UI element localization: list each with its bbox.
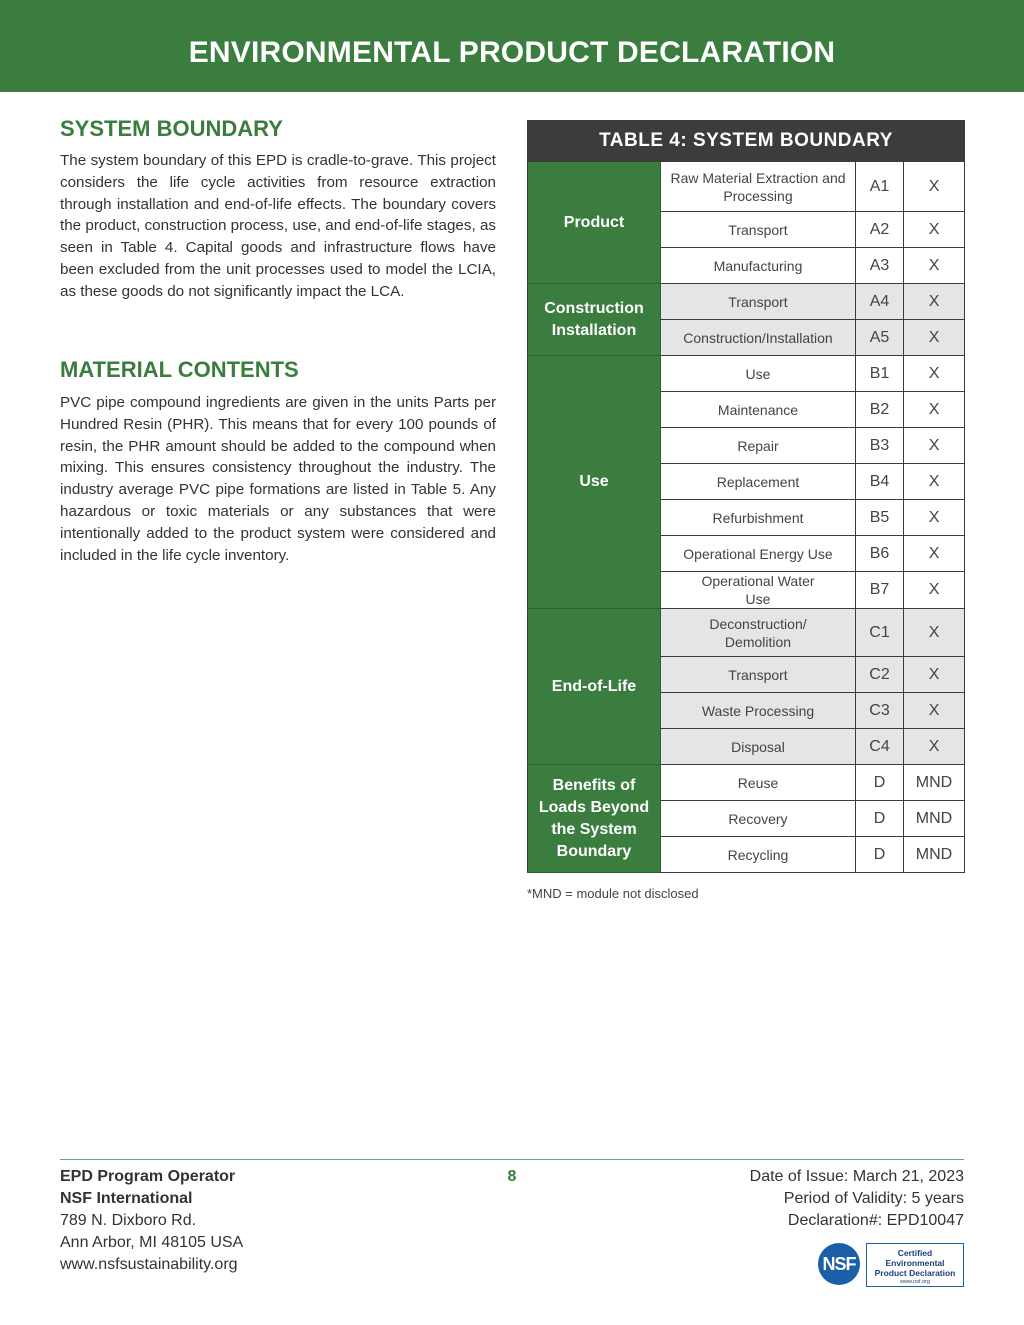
- header-banner: [0, 0, 1024, 92]
- included-a5: X: [904, 320, 965, 356]
- included-b1: X: [904, 356, 965, 392]
- included-a1: X: [904, 162, 965, 212]
- module-a1: Raw Material Extraction and Processing: [661, 162, 856, 212]
- module-a3: Manufacturing: [661, 248, 856, 284]
- date-of-issue: Date of Issue: March 21, 2023: [749, 1168, 964, 1185]
- code-a5: A5: [856, 320, 904, 356]
- included-b2: X: [904, 392, 965, 428]
- code-a2: A2: [856, 212, 904, 248]
- module-d-recycling: Recycling: [661, 837, 856, 873]
- code-c4: C4: [856, 729, 904, 765]
- certified-epd-badge: [866, 1243, 964, 1287]
- stage-end-of-life: End-of-Life: [528, 609, 661, 765]
- cert-line-3: Product Declaration: [874, 1268, 956, 1278]
- code-b7: B7: [856, 572, 904, 609]
- module-b5: Refurbishment: [661, 500, 856, 536]
- included-a4: X: [904, 284, 965, 320]
- stage-construction: Construction Installation: [528, 284, 661, 356]
- system-boundary-heading: SYSTEM BOUNDARY: [60, 116, 283, 141]
- module-a4: Transport: [661, 284, 856, 320]
- included-c3: X: [904, 693, 965, 729]
- module-c3: Waste Processing: [661, 693, 856, 729]
- code-c3: C3: [856, 693, 904, 729]
- stage-product: Product: [528, 162, 661, 284]
- module-d-reuse: Reuse: [661, 765, 856, 801]
- code-a3: A3: [856, 248, 904, 284]
- module-a2: Transport: [661, 212, 856, 248]
- included-d-reuse: MND: [904, 765, 965, 801]
- code-b4: B4: [856, 464, 904, 500]
- module-b1: Use: [661, 356, 856, 392]
- footer-operator-block: [60, 1166, 243, 1276]
- system-boundary-text: The system boundary of this EPD is cradle-to-grave. This project considers the life cycle activities from resource extraction through installation and end-of-life effects. The boundary covers the product, construction process, use, and end-of-life stages, as seen in Table 4. Capital goods and infrastructure flows have been excluded from the unit processes used to model the LCIA, as these goods do not significantly impact the LCA.: [60, 152, 496, 300]
- footer-declaration-block: [750, 1166, 964, 1232]
- module-c2: Transport: [661, 657, 856, 693]
- module-c1: Deconstruction/ Demolition: [661, 609, 856, 657]
- included-b3: X: [904, 428, 965, 464]
- module-b2: Maintenance: [661, 392, 856, 428]
- material-contents-heading: MATERIAL CONTENTS: [60, 357, 299, 382]
- included-b7: X: [904, 572, 965, 609]
- included-b4: X: [904, 464, 965, 500]
- included-b5: X: [904, 500, 965, 536]
- table-footnote: *MND = module not disclosed: [527, 886, 699, 901]
- table-caption: TABLE 4: SYSTEM BOUNDARY: [528, 121, 965, 162]
- code-c1: C1: [856, 609, 904, 657]
- address-line-2: Ann Arbor, MI 48105 USA: [60, 1234, 244, 1251]
- included-c2: X: [904, 657, 965, 693]
- included-a2: X: [904, 212, 965, 248]
- cert-url: www.nsf.org: [900, 1279, 930, 1285]
- operator-label: EPD Program Operator: [60, 1168, 236, 1185]
- code-a1: A1: [856, 162, 904, 212]
- code-b5: B5: [856, 500, 904, 536]
- module-b4: Replacement: [661, 464, 856, 500]
- code-d-recycling: D: [856, 837, 904, 873]
- code-d-recovery: D: [856, 801, 904, 837]
- page-title: ENVIRONMENTAL PRODUCT DECLARATION: [188, 36, 836, 69]
- module-c4: Disposal: [661, 729, 856, 765]
- page-number: 8: [507, 1168, 517, 1185]
- cert-line-2: Environmental: [885, 1258, 945, 1268]
- material-contents-text: PVC pipe compound ingredients are given in the units Parts per Hundred Resin (PHR). This means that for every 100 pounds of resin, the PHR amount should be added to the compound when mixing. This ensures consistency throughout the industry. The industry average PVC pipe formations are listed in Table 5. Any hazardous or toxic materials or any substances that were intentionally added to the product system were considered and included in the life cycle inventory.: [60, 394, 496, 564]
- module-b7: Operational Water Use: [661, 572, 856, 609]
- system-boundary-table: [527, 120, 965, 873]
- footer-divider: [60, 1159, 964, 1160]
- code-d-reuse: D: [856, 765, 904, 801]
- stage-benefits: Benefits of Loads Beyond the System Boundary: [528, 765, 661, 873]
- code-b1: B1: [856, 356, 904, 392]
- module-a5: Construction/Installation: [661, 320, 856, 356]
- cert-line-1: Certified: [897, 1248, 933, 1258]
- code-b6: B6: [856, 536, 904, 572]
- address-line-1: 789 N. Dixboro Rd.: [60, 1212, 197, 1229]
- declaration-number: Declaration#: EPD10047: [787, 1212, 964, 1229]
- included-b6: X: [904, 536, 965, 572]
- code-a4: A4: [856, 284, 904, 320]
- included-c4: X: [904, 729, 965, 765]
- code-c2: C2: [856, 657, 904, 693]
- included-a3: X: [904, 248, 965, 284]
- module-d-recovery: Recovery: [661, 801, 856, 837]
- code-b3: B3: [856, 428, 904, 464]
- included-d-recovery: MND: [904, 801, 965, 837]
- stage-use: Use: [528, 356, 661, 609]
- module-b6: Operational Energy Use: [661, 536, 856, 572]
- operator-name: NSF International: [60, 1190, 193, 1207]
- nsf-logo: NSF: [818, 1243, 860, 1285]
- website-link[interactable]: www.nsfsustainability.org: [60, 1256, 238, 1273]
- period-of-validity: Period of Validity: 5 years: [783, 1190, 964, 1207]
- included-c1: X: [904, 609, 965, 657]
- module-b3: Repair: [661, 428, 856, 464]
- code-b2: B2: [856, 392, 904, 428]
- included-d-recycling: MND: [904, 837, 965, 873]
